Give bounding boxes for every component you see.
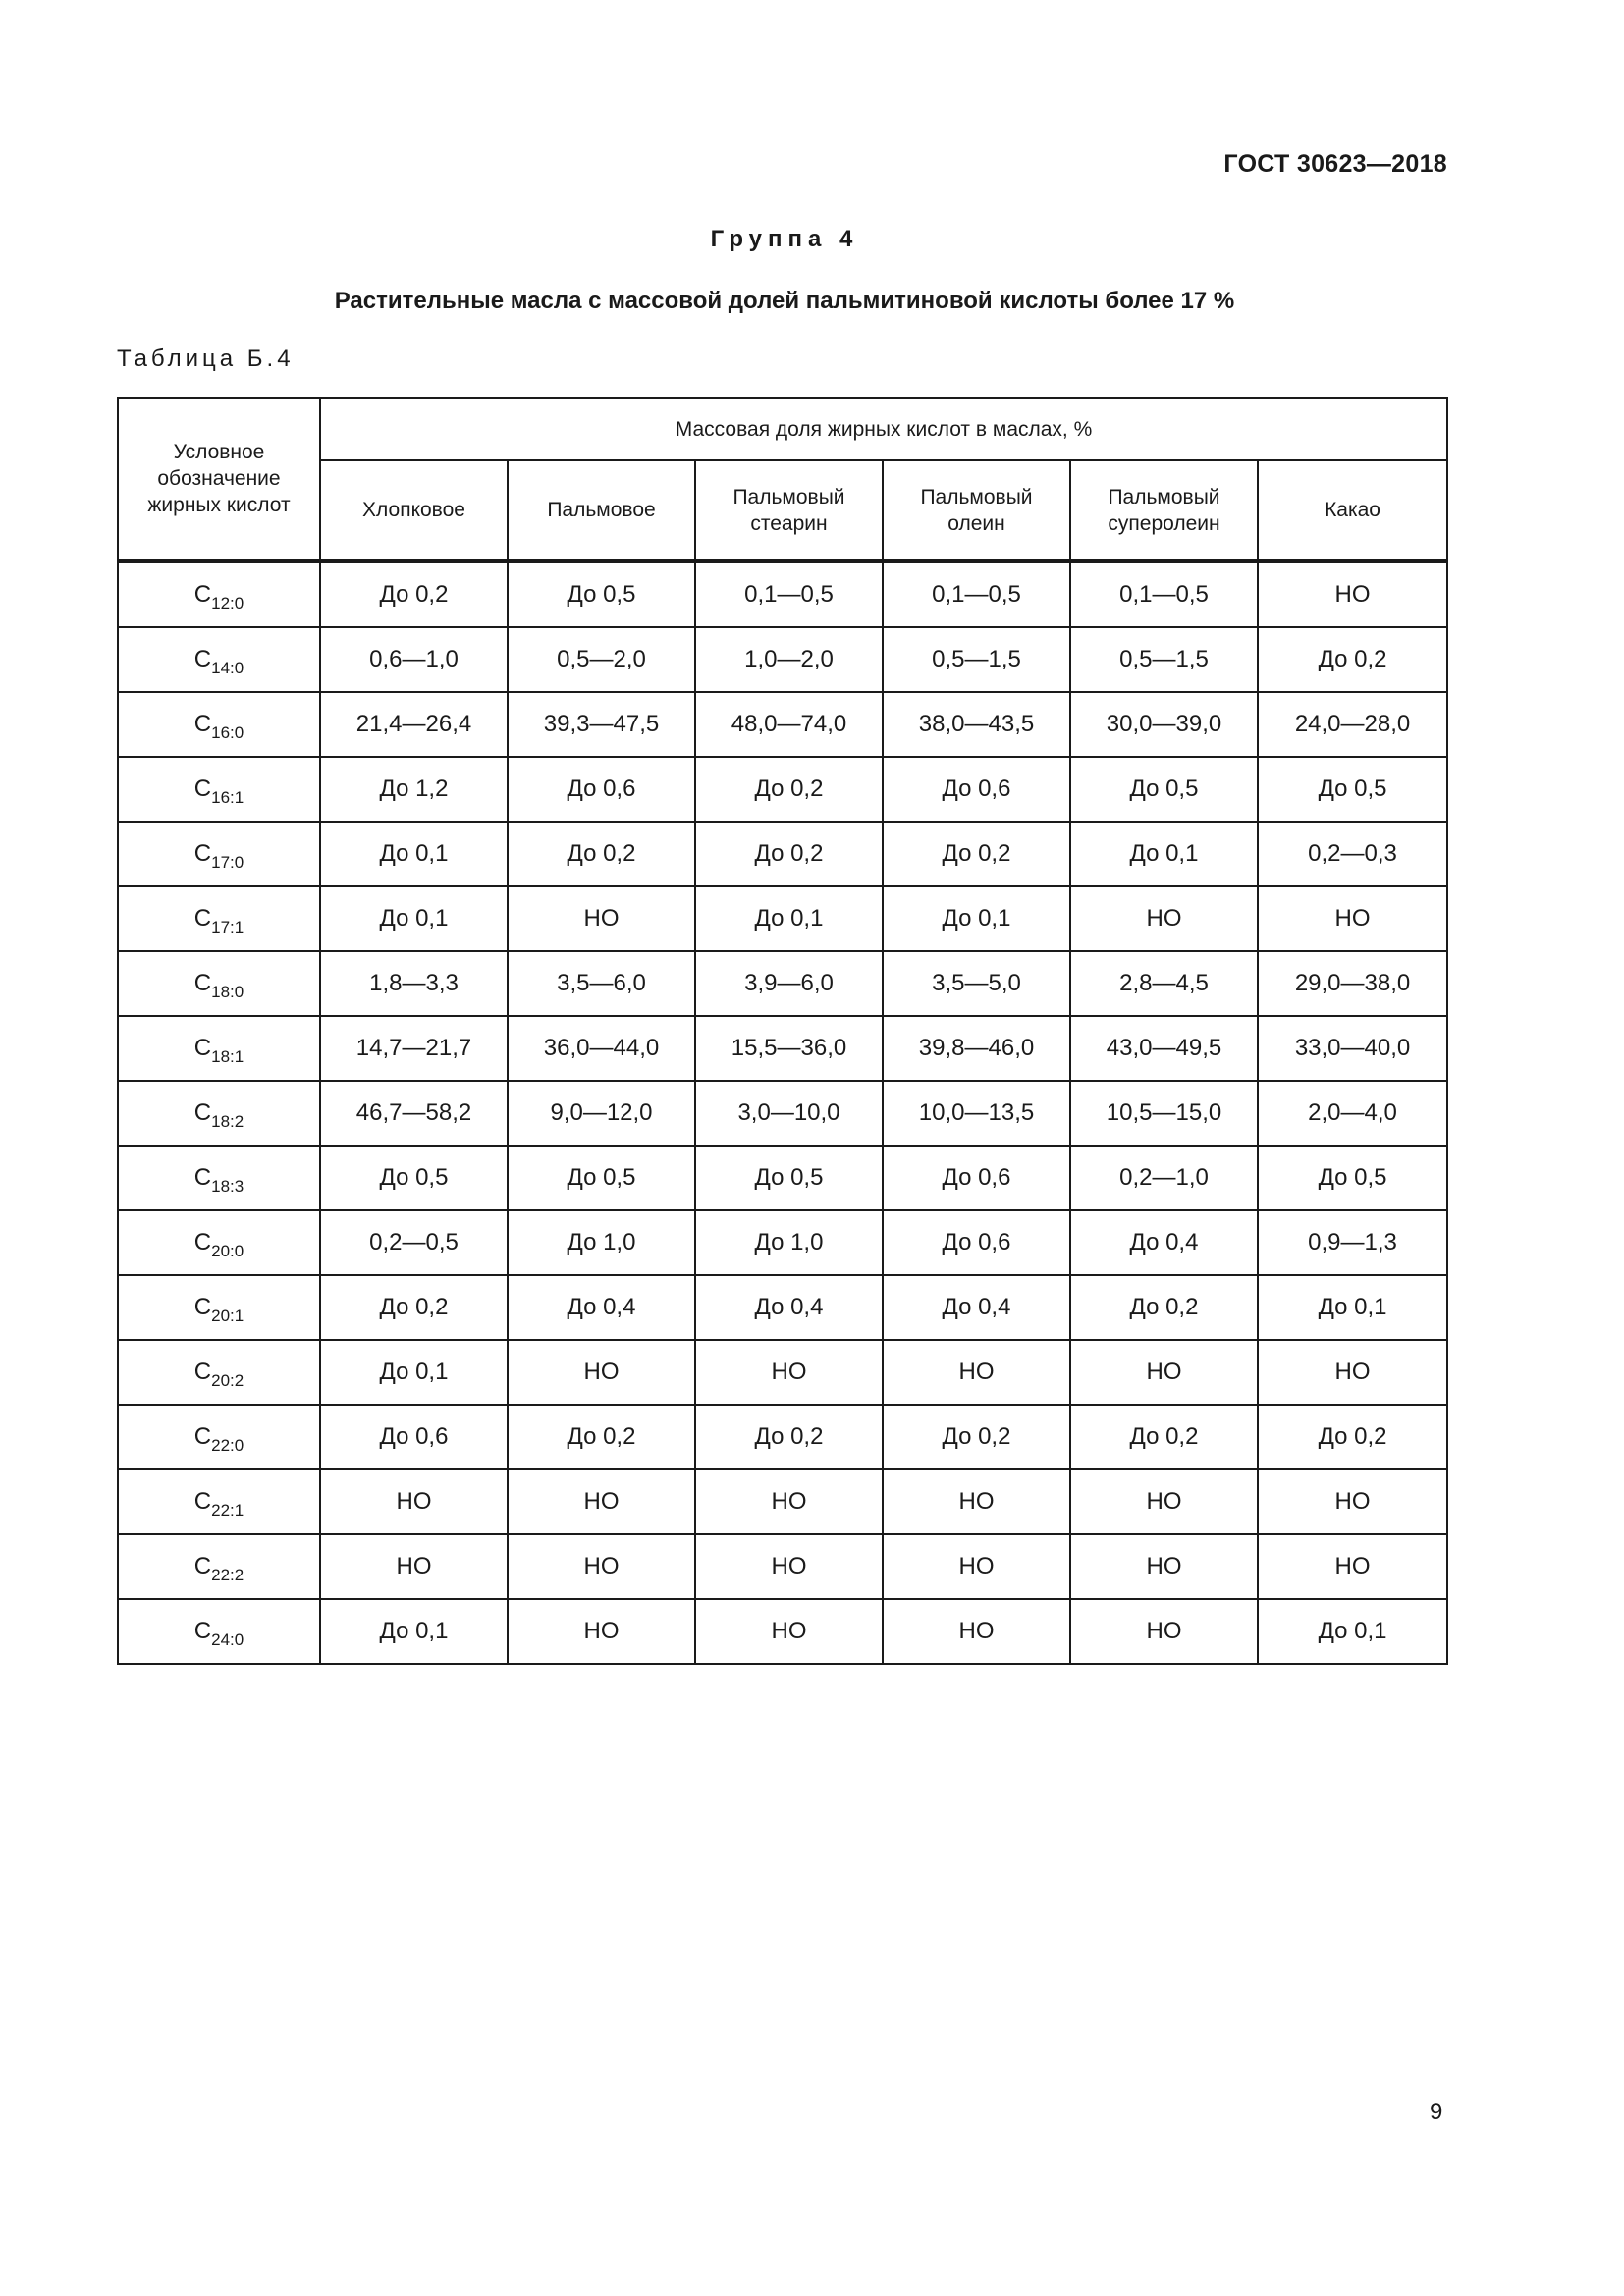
table-cell: 3,9—6,0: [695, 951, 883, 1016]
fatty-acid-code: [118, 1016, 320, 1081]
table-cell: НО: [883, 1340, 1070, 1405]
group-title: Группа 4: [710, 226, 859, 252]
table-cell: НО: [508, 1534, 695, 1599]
table-cell: До 1,2: [320, 757, 508, 822]
column-header: Пальмовое: [508, 460, 695, 561]
table-cell: До 0,5: [695, 1146, 883, 1210]
table-cell: НО: [883, 1599, 1070, 1664]
table-row: [118, 1210, 1447, 1275]
table-cell: 15,5—36,0: [695, 1016, 883, 1081]
mass-fraction-group-header: Массовая доля жирных кислот в маслах, %: [320, 398, 1447, 460]
table-cell: До 0,6: [320, 1405, 508, 1469]
code-subscript: 20:1: [211, 1307, 244, 1325]
table-cell: До 1,0: [508, 1210, 695, 1275]
table-cell: НО: [1258, 1534, 1447, 1599]
table-cell: 2,8—4,5: [1070, 951, 1258, 1016]
table-cell: НО: [508, 1340, 695, 1405]
code-base: C: [193, 1229, 212, 1255]
table-cell: 0,2—1,0: [1070, 1146, 1258, 1210]
table-cell: До 0,1: [320, 1599, 508, 1664]
table-row: [118, 1405, 1447, 1469]
fatty-acid-code: [118, 1405, 320, 1469]
table-cell: До 0,2: [1070, 1405, 1258, 1469]
code-base: C: [193, 1488, 212, 1515]
table-caption: Таблица Б.4: [117, 346, 295, 372]
table-cell: До 0,1: [320, 822, 508, 886]
table-cell: До 0,5: [508, 1146, 695, 1210]
table-cell: НО: [320, 1469, 508, 1534]
table-row: [118, 692, 1447, 757]
table-cell: 0,2—0,5: [320, 1210, 508, 1275]
table-cell: До 0,1: [1258, 1599, 1447, 1664]
table-cell: 3,5—6,0: [508, 951, 695, 1016]
table-cell: 0,5—2,0: [508, 627, 695, 692]
table-cell: До 0,4: [883, 1275, 1070, 1340]
table-cell: 46,7—58,2: [320, 1081, 508, 1146]
table-row: [118, 1599, 1447, 1664]
table-cell: 39,3—47,5: [508, 692, 695, 757]
table-cell: 33,0—40,0: [1258, 1016, 1447, 1081]
table-cell: До 0,1: [1070, 822, 1258, 886]
fatty-acid-code: [118, 1599, 320, 1664]
table-cell: До 0,4: [1070, 1210, 1258, 1275]
table-cell: НО: [1070, 1340, 1258, 1405]
table-row: [118, 822, 1447, 886]
code-subscript: 18:0: [211, 983, 244, 1001]
code-base: C: [193, 1553, 212, 1579]
fatty-acid-code: [118, 561, 320, 628]
table-cell: НО: [1258, 561, 1447, 628]
code-base: C: [193, 711, 212, 737]
code-subscript: 24:0: [211, 1630, 244, 1649]
section-subtitle: Растительные масла с массовой долей пальмитиновой кислоты более 17 %: [334, 288, 1235, 314]
table-row: [118, 886, 1447, 951]
code-base: C: [193, 646, 212, 672]
code-base: C: [193, 581, 212, 608]
table-cell: До 0,1: [320, 886, 508, 951]
table-cell: 10,5—15,0: [1070, 1081, 1258, 1146]
table-cell: НО: [508, 1599, 695, 1664]
table-cell: До 1,0: [695, 1210, 883, 1275]
fatty-acid-code: [118, 951, 320, 1016]
fatty-acid-code: [118, 1534, 320, 1599]
table-cell: До 0,1: [1258, 1275, 1447, 1340]
table-cell: 0,1—0,5: [695, 561, 883, 628]
table-cell: НО: [508, 886, 695, 951]
fatty-acid-code: [118, 757, 320, 822]
table-row: [118, 561, 1447, 628]
table-cell: 24,0—28,0: [1258, 692, 1447, 757]
table-cell: До 0,6: [883, 757, 1070, 822]
table-cell: До 0,2: [695, 757, 883, 822]
table-cell: До 0,2: [508, 1405, 695, 1469]
code-subscript: 22:1: [211, 1501, 244, 1520]
table-cell: 39,8—46,0: [883, 1016, 1070, 1081]
fatty-acid-code: [118, 692, 320, 757]
table-cell: НО: [1070, 1534, 1258, 1599]
table-row: [118, 1275, 1447, 1340]
table-cell: НО: [1258, 1340, 1447, 1405]
code-column-header: Условное обозначение жирных кислот: [118, 398, 320, 561]
table-cell: 0,1—0,5: [1070, 561, 1258, 628]
table-cell: НО: [1070, 1599, 1258, 1664]
table-cell: 3,0—10,0: [695, 1081, 883, 1146]
code-base: C: [193, 775, 212, 802]
table-cell: До 0,1: [883, 886, 1070, 951]
table-cell: 2,0—4,0: [1258, 1081, 1447, 1146]
document-code: ГОСТ 30623—2018: [1223, 150, 1447, 178]
code-subscript: 18:1: [211, 1047, 244, 1066]
fatty-acid-code: [118, 1081, 320, 1146]
code-subscript: 20:0: [211, 1242, 244, 1260]
table-cell: 0,6—1,0: [320, 627, 508, 692]
table-cell: 48,0—74,0: [695, 692, 883, 757]
table-cell: НО: [1070, 1469, 1258, 1534]
table-row: [118, 1340, 1447, 1405]
table-cell: До 0,2: [1258, 627, 1447, 692]
table-cell: 1,8—3,3: [320, 951, 508, 1016]
table-cell: НО: [1258, 1469, 1447, 1534]
code-base: C: [193, 1294, 212, 1320]
code-subscript: 14:0: [211, 659, 244, 677]
code-base: C: [193, 1359, 212, 1385]
code-base: C: [193, 840, 212, 867]
table-cell: До 0,5: [320, 1146, 508, 1210]
table-cell: НО: [508, 1469, 695, 1534]
table-cell: 0,9—1,3: [1258, 1210, 1447, 1275]
table-cell: 43,0—49,5: [1070, 1016, 1258, 1081]
code-subscript: 18:3: [211, 1177, 244, 1196]
code-subscript: 17:1: [211, 918, 244, 936]
table-cell: До 0,4: [508, 1275, 695, 1340]
fatty-acid-table: [117, 397, 1448, 1665]
column-header: Пальмовый стеарин: [695, 460, 883, 561]
table-cell: До 0,6: [883, 1146, 1070, 1210]
fatty-acid-code: [118, 1146, 320, 1210]
code-base: C: [193, 1618, 212, 1644]
table-cell: До 0,2: [320, 561, 508, 628]
table-cell: До 0,1: [695, 886, 883, 951]
table-cell: До 0,2: [883, 1405, 1070, 1469]
page-number: 9: [1430, 2099, 1443, 2125]
table-row: [118, 627, 1447, 692]
code-subscript: 17:0: [211, 853, 244, 872]
table-cell: До 0,6: [508, 757, 695, 822]
table-cell: НО: [320, 1534, 508, 1599]
table-cell: НО: [695, 1599, 883, 1664]
table-row: [118, 1534, 1447, 1599]
fatty-acid-code: [118, 1340, 320, 1405]
table-cell: 14,7—21,7: [320, 1016, 508, 1081]
fatty-acid-code: [118, 822, 320, 886]
table-cell: До 0,4: [695, 1275, 883, 1340]
fatty-acid-code: [118, 886, 320, 951]
table-row: [118, 1016, 1447, 1081]
column-header: Какао: [1258, 460, 1447, 561]
table-cell: 21,4—26,4: [320, 692, 508, 757]
code-subscript: 18:2: [211, 1112, 244, 1131]
column-header: Пальмовый суперолеин: [1070, 460, 1258, 561]
fatty-acid-code: [118, 627, 320, 692]
table-row: [118, 1081, 1447, 1146]
table-cell: До 0,2: [1258, 1405, 1447, 1469]
table-cell: До 0,5: [508, 561, 695, 628]
code-base: C: [193, 1423, 212, 1450]
column-header: Хлопковое: [320, 460, 508, 561]
table-cell: 1,0—2,0: [695, 627, 883, 692]
table-cell: 9,0—12,0: [508, 1081, 695, 1146]
table-row: [118, 1469, 1447, 1534]
code-subscript: 22:2: [211, 1566, 244, 1584]
table-cell: 30,0—39,0: [1070, 692, 1258, 757]
code-base: C: [193, 905, 212, 932]
table-cell: 0,5—1,5: [883, 627, 1070, 692]
table-cell: До 0,5: [1070, 757, 1258, 822]
table-cell: 36,0—44,0: [508, 1016, 695, 1081]
table-cell: НО: [695, 1469, 883, 1534]
code-subscript: 12:0: [211, 594, 244, 613]
table-cell: 0,5—1,5: [1070, 627, 1258, 692]
table-cell: НО: [1258, 886, 1447, 951]
table-cell: До 0,2: [1070, 1275, 1258, 1340]
code-base: C: [193, 1099, 212, 1126]
table-cell: До 0,2: [883, 822, 1070, 886]
table-body: [118, 561, 1447, 1665]
code-subscript: 20:2: [211, 1371, 244, 1390]
code-subscript: 16:0: [211, 723, 244, 742]
table-cell: До 0,2: [508, 822, 695, 886]
table-cell: До 0,5: [1258, 757, 1447, 822]
table-cell: НО: [883, 1534, 1070, 1599]
table-cell: 0,1—0,5: [883, 561, 1070, 628]
table-cell: 10,0—13,5: [883, 1081, 1070, 1146]
code-base: C: [193, 1035, 212, 1061]
table-cell: 3,5—5,0: [883, 951, 1070, 1016]
table-cell: До 0,2: [695, 822, 883, 886]
code-subscript: 22:0: [211, 1436, 244, 1455]
table-cell: 29,0—38,0: [1258, 951, 1447, 1016]
table-cell: НО: [695, 1534, 883, 1599]
column-header: Пальмовый олеин: [883, 460, 1070, 561]
table-cell: 38,0—43,5: [883, 692, 1070, 757]
table-cell: 0,2—0,3: [1258, 822, 1447, 886]
table-cell: НО: [883, 1469, 1070, 1534]
table-row: [118, 1146, 1447, 1210]
table-row: [118, 757, 1447, 822]
fatty-acid-code: [118, 1469, 320, 1534]
code-subscript: 16:1: [211, 788, 244, 807]
fatty-acid-code: [118, 1210, 320, 1275]
table-cell: До 0,2: [695, 1405, 883, 1469]
table-cell: До 0,6: [883, 1210, 1070, 1275]
table-cell: До 0,2: [320, 1275, 508, 1340]
table-cell: До 0,1: [320, 1340, 508, 1405]
table-row: [118, 951, 1447, 1016]
table-cell: НО: [695, 1340, 883, 1405]
fatty-acid-code: [118, 1275, 320, 1340]
code-base: C: [193, 970, 212, 996]
table-cell: До 0,5: [1258, 1146, 1447, 1210]
code-base: C: [193, 1164, 212, 1191]
table-cell: НО: [1070, 886, 1258, 951]
